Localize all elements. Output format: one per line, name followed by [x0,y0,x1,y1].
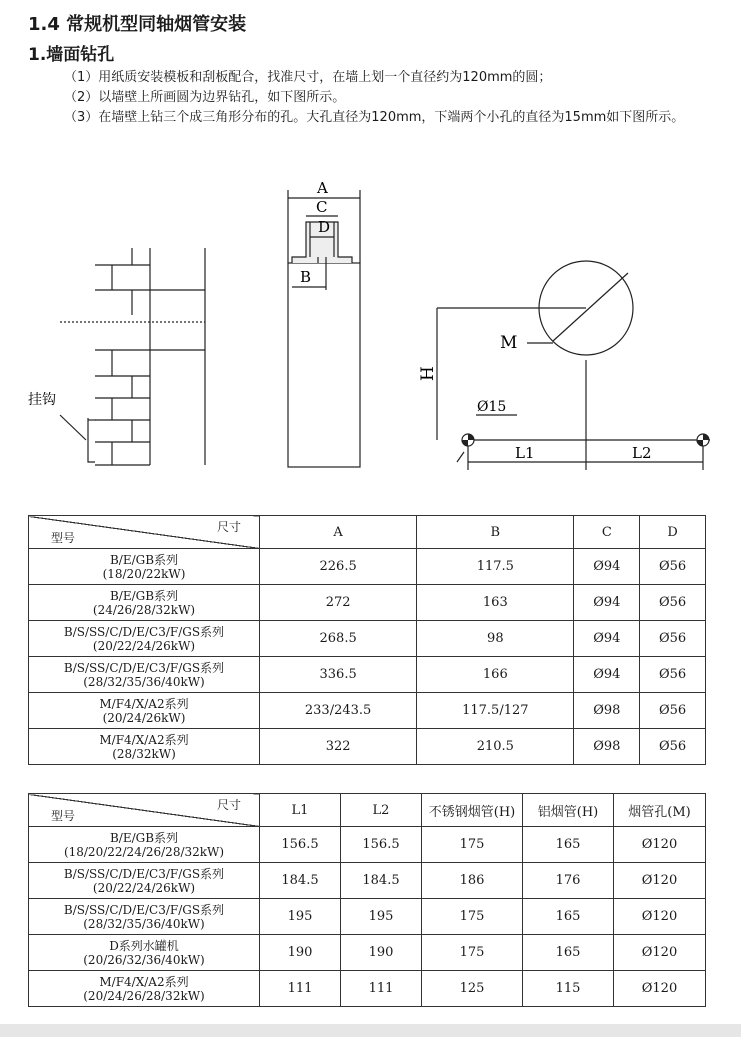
value-cell: 117.5/127 [417,693,574,729]
value-cell: 111 [260,971,341,1007]
small-hole-right [697,434,709,446]
table-row [29,693,706,729]
table-row [29,729,706,765]
col-header: D [640,516,706,549]
col-header: C [574,516,640,549]
corner-cell: 尺寸 型号 [29,794,260,827]
value-cell: 195 [260,899,341,935]
model-cell: B/E/GB系列 (24/26/28/32kW) [29,585,260,621]
model-cell: B/S/SS/C/D/E/C3/F/GS系列 (20/22/24/26kW) [29,621,260,657]
model-cell: B/E/GB系列 (18/20/22/24/26/28/32kW) [29,827,260,863]
hole-layout [437,261,710,470]
value-cell: Ø56 [640,621,706,657]
value-cell: 190 [260,935,341,971]
col-header: B [417,516,574,549]
col-header: L2 [341,794,422,827]
dim-b-label: B [300,268,312,286]
value-cell: 176 [523,863,614,899]
col-header: 不锈钢烟管(H) [422,794,523,827]
value-cell: 186 [422,863,523,899]
value-cell: Ø120 [614,935,706,971]
col-header: L1 [260,794,341,827]
value-cell: 111 [341,971,422,1007]
value-cell: Ø56 [640,585,706,621]
table-row [29,863,706,899]
value-cell: Ø98 [574,693,640,729]
dim-m-label: M [500,333,518,353]
dimension-table-2 [28,793,706,1007]
value-cell: Ø56 [640,657,706,693]
subsection-heading: 1.墙面钻孔 [28,45,115,65]
dim-d-label: D [318,218,331,236]
value-cell: 117.5 [417,549,574,585]
wall-drawing [60,248,205,465]
value-cell: 98 [417,621,574,657]
installation-diagram [0,160,741,480]
value-cell: Ø120 [614,899,706,935]
value-cell: 156.5 [341,827,422,863]
model-cell: D系列水罐机 (20/26/32/36/40kW) [29,935,260,971]
value-cell: Ø56 [640,693,706,729]
table-row [29,549,706,585]
col-header: 铝烟管(H) [523,794,614,827]
model-cell: M/F4/X/A2系列 (20/24/26/28/32kW) [29,971,260,1007]
value-cell: 184.5 [341,863,422,899]
value-cell: Ø120 [614,971,706,1007]
table-row [29,971,706,1007]
value-cell: Ø120 [614,863,706,899]
model-cell: M/F4/X/A2系列 (28/32kW) [29,729,260,765]
value-cell: 322 [260,729,417,765]
table-row [29,657,706,693]
value-cell: 175 [422,899,523,935]
value-cell: 336.5 [260,657,417,693]
value-cell: 190 [341,935,422,971]
value-cell: Ø56 [640,549,706,585]
table-row [29,827,706,863]
dim-l2-label: L2 [632,444,652,462]
value-cell: 165 [523,899,614,935]
section-heading: 1.4 常规机型同轴烟管安装 [28,14,247,35]
model-cell: B/S/SS/C/D/E/C3/F/GS系列 (28/32/35/36/40kW) [29,899,260,935]
value-cell: 166 [417,657,574,693]
dim-l1-label: L1 [515,444,535,462]
dim-15-label: Ø15 [477,399,507,415]
value-cell: 175 [422,827,523,863]
value-cell: 233/243.5 [260,693,417,729]
model-cell: B/S/SS/C/D/E/C3/F/GS系列 (20/22/24/26kW) [29,863,260,899]
dim-h-label: H [418,366,438,381]
value-cell: 115 [523,971,614,1007]
instruction-2: （2）以墙壁上所画圆为边界钻孔，如下图所示。 [64,90,346,105]
corner-cell: 尺寸 型号 [29,516,260,549]
value-cell: 226.5 [260,549,417,585]
value-cell: 272 [260,585,417,621]
table-row [29,935,706,971]
value-cell: 165 [523,935,614,971]
model-cell: B/E/GB系列 (18/20/22kW) [29,549,260,585]
value-cell: Ø94 [574,621,640,657]
table-row [29,585,706,621]
table-row [29,899,706,935]
col-header: A [260,516,417,549]
value-cell: 175 [422,935,523,971]
page-bottom-strip [0,1024,741,1037]
value-cell: Ø94 [574,585,640,621]
model-cell: M/F4/X/A2系列 (20/24/26kW) [29,693,260,729]
col-header: 烟管孔(M) [614,794,706,827]
value-cell: 210.5 [417,729,574,765]
value-cell: 165 [523,827,614,863]
hook-label: 挂钩 [28,392,56,408]
model-cell: B/S/SS/C/D/E/C3/F/GS系列 (28/32/35/36/40kW) [29,657,260,693]
value-cell: 268.5 [260,621,417,657]
instruction-3: （3）在墙壁上钻三个成三角形分布的孔。大孔直径为120mm，下端两个小孔的直径为15mm如下图所示。 [64,110,685,125]
value-cell: Ø98 [574,729,640,765]
value-cell: 156.5 [260,827,341,863]
dim-a-label: A [317,179,328,197]
value-cell: 163 [417,585,574,621]
value-cell: 125 [422,971,523,1007]
value-cell: 184.5 [260,863,341,899]
dim-c-label: C [316,198,328,216]
instruction-1: （1）用纸质安装模板和刮板配合，找准尺寸，在墙上划一个直径约为120mm的圆； [64,70,552,85]
dimension-table-1 [28,515,706,765]
value-cell: 195 [341,899,422,935]
value-cell: Ø120 [614,827,706,863]
table-row [29,621,706,657]
value-cell: Ø56 [640,729,706,765]
value-cell: Ø94 [574,657,640,693]
value-cell: Ø94 [574,549,640,585]
small-hole-left [462,434,474,446]
